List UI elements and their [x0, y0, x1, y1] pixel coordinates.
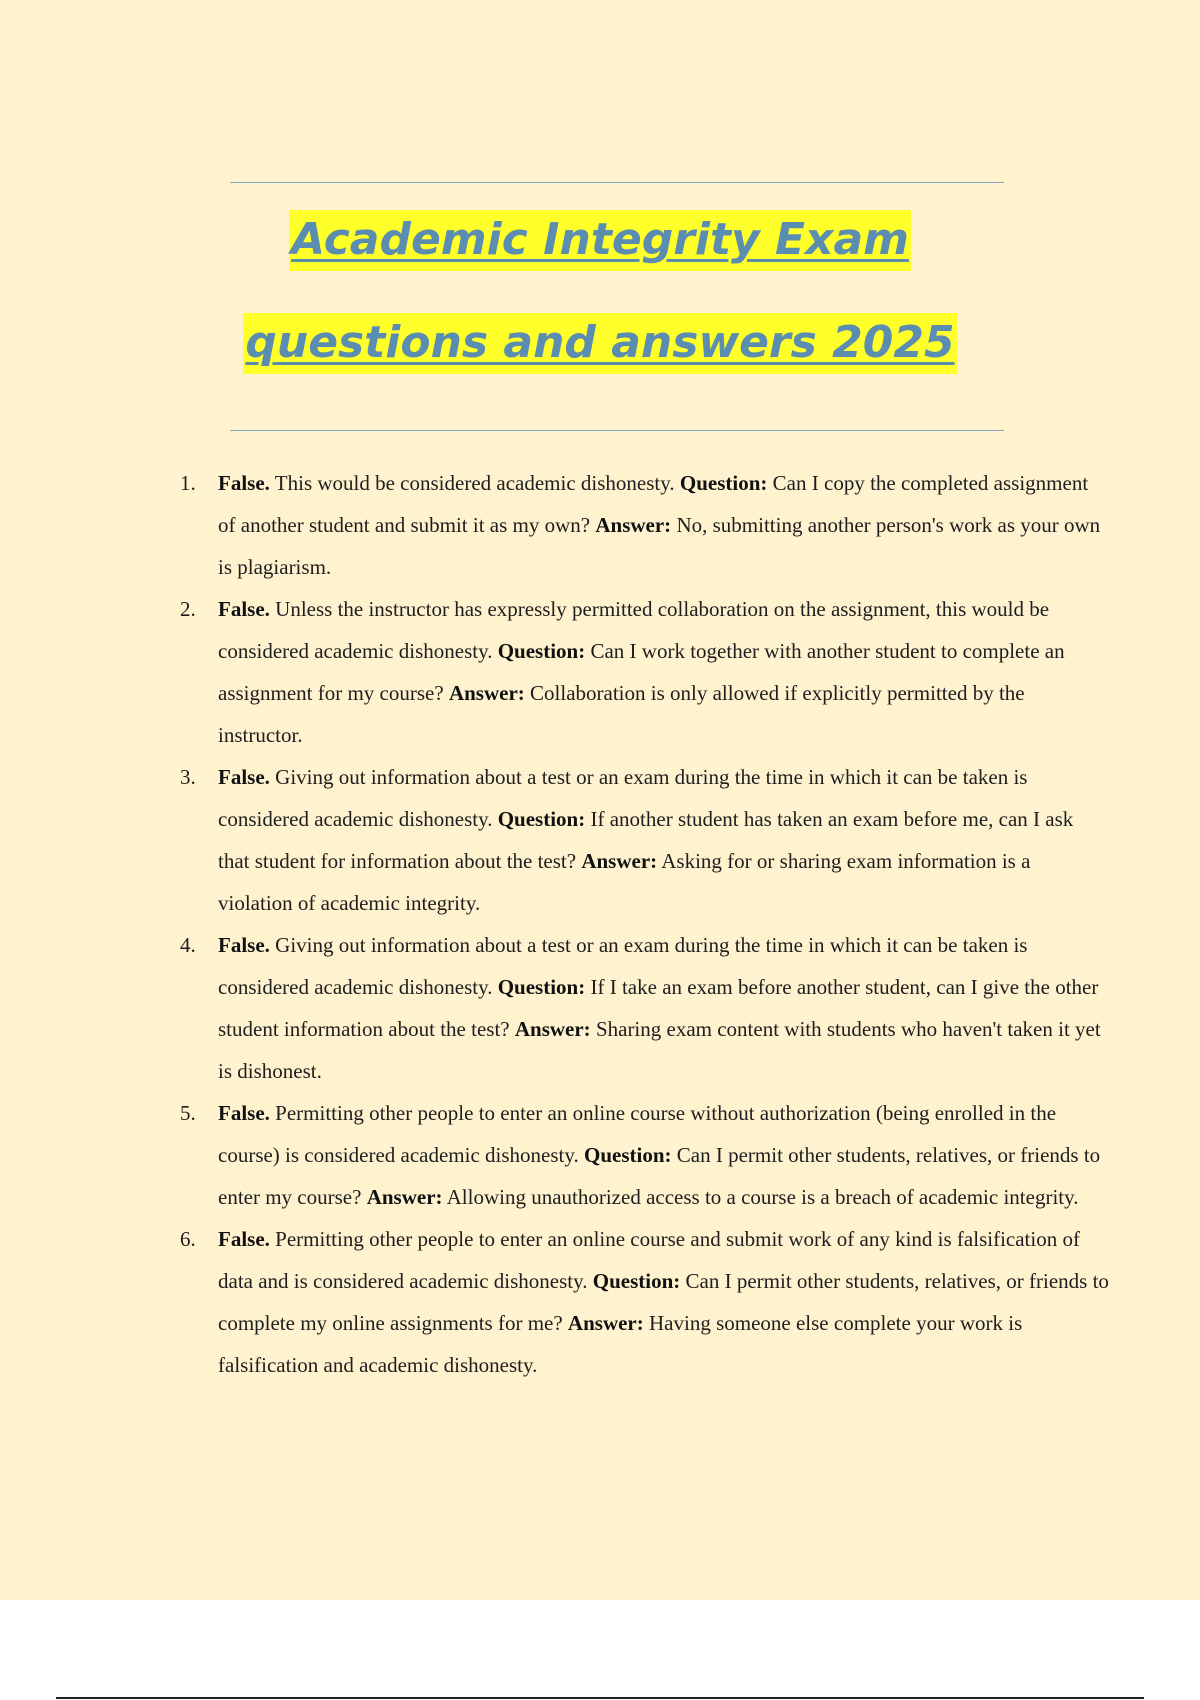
qa-list [180, 462, 1110, 1386]
answer-text: Collaboration is only allowed if explicitly permitted by the instructor. [218, 681, 1025, 747]
item-number: 1. [180, 471, 196, 495]
answer-text: No, submitting another person's work as your own is plagiarism. [218, 513, 1101, 579]
verdict: False. [218, 597, 270, 621]
answer-label: Answer: [581, 849, 658, 873]
question-label: Question: [497, 639, 586, 663]
qa-item-2 [180, 588, 1110, 756]
item-number: 6. [180, 1227, 196, 1251]
qa-item-4 [180, 924, 1110, 1092]
item-number: 2. [180, 597, 196, 621]
qa-item-5 [180, 1092, 1110, 1218]
question-label: Question: [497, 975, 586, 999]
explanation: Giving out information about a test or an exam during the time in which it can be taken is considered academic dishonesty. [218, 933, 1028, 999]
explanation: Unless the instructor has expressly permitted collaboration on the assignment, this would be considered academic dishonesty. [218, 597, 1050, 663]
qa-item-6 [180, 1218, 1110, 1386]
document-title-line-2 [0, 313, 1200, 373]
explanation: This would be considered academic dishonesty. [274, 471, 675, 495]
title-bottom-rule [230, 430, 1004, 431]
question-label: Question: [679, 471, 768, 495]
qa-item-1 [180, 462, 1110, 588]
page-footer-rule [56, 1697, 1144, 1699]
explanation: Permitting other people to enter an online course without authorization (being enrolled in the course) is considered academic dishonesty. [218, 1101, 1057, 1167]
question-text: Can I permit other students, relatives, or friends to complete my online assignments for me? [218, 1269, 1109, 1335]
question-text: If I take an exam before another student, can I give the other student information about the test? [218, 975, 1099, 1041]
item-number: 4. [180, 933, 196, 957]
question-text: Can I permit other students, relatives, or friends to enter my course? [218, 1143, 1101, 1209]
answer-text: Allowing unauthorized access to a course is a breach of academic integrity. [446, 1185, 1079, 1209]
document-title-line-1 [0, 210, 1200, 270]
answer-label: Answer: [595, 513, 672, 537]
question-label: Question: [592, 1269, 681, 1293]
item-number: 5. [180, 1101, 196, 1125]
explanation: Permitting other people to enter an online course and submit work of any kind is falsification of data and is considered academic dishonesty. [218, 1227, 1080, 1293]
question-text: Can I work together with another student to complete an assignment for my course? [218, 639, 1065, 705]
answer-text: Sharing exam content with students who haven't taken it yet is dishonest. [218, 1017, 1101, 1083]
verdict: False. [218, 1101, 270, 1125]
verdict: False. [218, 1227, 270, 1251]
verdict: False. [218, 471, 270, 495]
answer-text: Having someone else complete your work is falsification and academic dishonesty. [218, 1311, 1023, 1377]
question-label: Question: [497, 807, 586, 831]
question-text: If another student has taken an exam before me, can I ask that student for information about the test? [218, 807, 1074, 873]
question-text: Can I copy the completed assignment of another student and submit it as my own? [218, 471, 1089, 537]
answer-label: Answer: [366, 1185, 443, 1209]
answer-text: Asking for or sharing exam information is a violation of academic integrity. [218, 849, 1031, 915]
title-line-2-text: questions and answers 2025 [243, 313, 956, 374]
explanation: Giving out information about a test or an exam during the time in which it can be taken is considered academic dishonesty. [218, 765, 1028, 831]
item-number: 3. [180, 765, 196, 789]
verdict: False. [218, 933, 270, 957]
question-label: Question: [584, 1143, 672, 1167]
answer-label: Answer: [514, 1017, 591, 1041]
verdict: False. [218, 765, 270, 789]
answer-label: Answer: [567, 1311, 644, 1335]
qa-item-3 [180, 756, 1110, 924]
title-top-rule [230, 182, 1004, 183]
title-line-1-text: Academic Integrity Exam [289, 210, 911, 271]
answer-label: Answer: [448, 681, 525, 705]
